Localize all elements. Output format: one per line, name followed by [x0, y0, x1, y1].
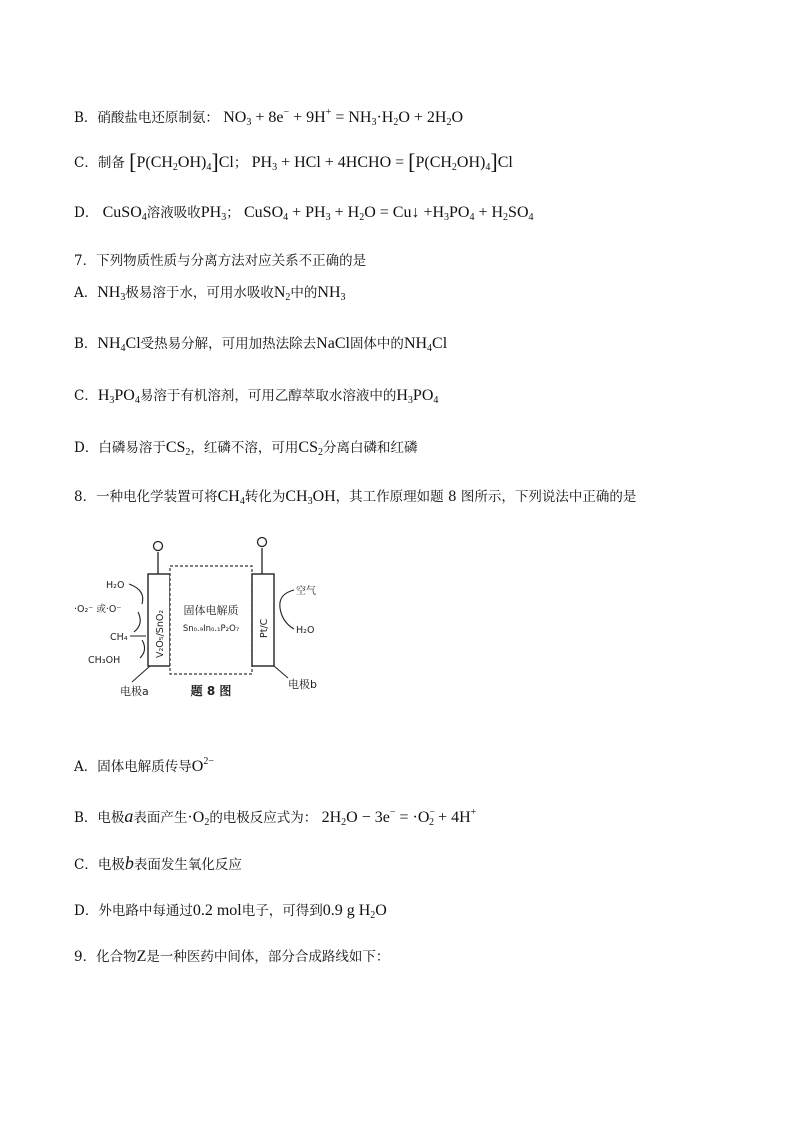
option-6b	[74, 103, 463, 133]
copper-equation: CuSO$_4$ + $PH_3 + H_2O$ = Cu↓ $+H_3PO_4 + H_2SO_4$	[244, 204, 534, 223]
air-label: 空气	[296, 586, 316, 597]
methane-label: CH₄	[110, 632, 128, 643]
water-label-left: H₂O	[106, 580, 125, 591]
question-7-stem: 7．下列物质性质与分离方法对应关系不正确的是	[74, 253, 367, 269]
leader-electrode-a	[132, 666, 150, 682]
phosphine-equation: $PH_3$ + HCl + 4HCHO = $[P(CH_2OH)_4]Cl$	[251, 149, 513, 174]
electrode-a-material: V₂O₅/SnO₂	[155, 609, 166, 658]
option-label: C．制备	[74, 155, 125, 171]
option-8b: B．电极a表面产生$\cdot O_2$的电极反应式为： $2H_2O - 3e^- = \cdot O^-_2 + 4H^+$	[74, 806, 477, 828]
reagent-formula: $[P(CH_2OH)_4]Cl$	[129, 149, 234, 174]
water-label-right: H₂O	[296, 625, 315, 636]
option-6c: C．制备 $[P(CH_2OH)_4]Cl$； $PH_3$ + HCl + 4HCHO = $[P(CH_2OH)_4]Cl$	[74, 149, 513, 174]
terminal-a	[154, 542, 163, 575]
electrode-a-label: 电极a	[120, 685, 149, 698]
electrolyte-title: 固体电解质	[183, 604, 239, 617]
option-label: D．	[74, 205, 99, 221]
arrow-curve-water	[129, 584, 143, 604]
option-8c: C．电极b表面发生氧化反应	[74, 853, 242, 873]
solid-electrolyte	[170, 566, 252, 674]
figure-caption: 题 8 图	[190, 684, 232, 698]
terminal-b	[258, 538, 267, 575]
option-7b: B．$NH_4Cl$受热易分解，可用加热法除去NaCl固体中的$NH_4Cl$	[74, 335, 448, 354]
radicals-label: ·O₂⁻ 或·O⁻	[74, 604, 122, 615]
air-to-water-curve	[280, 590, 294, 629]
electrode-a-equation: $2H_2O - 3e^- = \cdot O^-_2 + 4H^+$	[321, 807, 477, 828]
option-7a: A．$NH_3$极易溶于水，可用水吸收$N_2$中的$NH_3$	[74, 284, 346, 303]
electrochemical-cell-figure	[74, 532, 342, 710]
electrode-b-label: 电极b	[288, 678, 317, 691]
option-7d: D．白磷易溶于$CS_2$，红磷不溶，可用$CS_2$分离白磷和红磷	[74, 439, 418, 458]
option-7c: C．$H_3PO_4$易溶于有机溶剂，可用乙醇萃取水溶液中的$H_3PO_4$	[74, 387, 439, 406]
electrode-b-material: Pt/C	[259, 618, 270, 638]
electrolyte-formula: Sn₀.₉In₀.₁P₂O₇	[182, 624, 240, 634]
arrow-curve-methane	[134, 612, 140, 632]
question-9-stem: 9．化合物Z是一种医药中间体，部分合成路线如下：	[74, 948, 390, 965]
question-8-stem: 8．一种电化学装置可将$CH_4$转化为$CH_3OH$，其工作原理如题 8 图所示，下列说法中正确的是	[74, 488, 637, 507]
nitrate-equation: $NO_3 + 8e^- + 9H^+ = NH_3\cdot H_2O + 2H_2O$	[223, 107, 464, 128]
option-6d: D． CuSO$_4$溶液吸收$PH_3$； CuSO$_4$ + $PH_3 + H_2O$ = Cu↓ $+H_3PO_4 + H_2SO_4$	[74, 204, 534, 223]
methanol-label: CH₃OH	[88, 655, 121, 666]
option-8a: A．固体电解质传导$O^{2-}$	[74, 756, 214, 775]
arrow-curve-methanol	[140, 640, 145, 658]
option-label: B．硝酸盐电还原制氨：	[74, 110, 219, 126]
leader-electrode-b	[274, 666, 288, 678]
copper-sulfate: CuSO$_4$	[102, 204, 147, 223]
option-8d: D．外电路中每通过0.2 mol电子，可得到0.9 g $H_2O$	[74, 902, 387, 921]
